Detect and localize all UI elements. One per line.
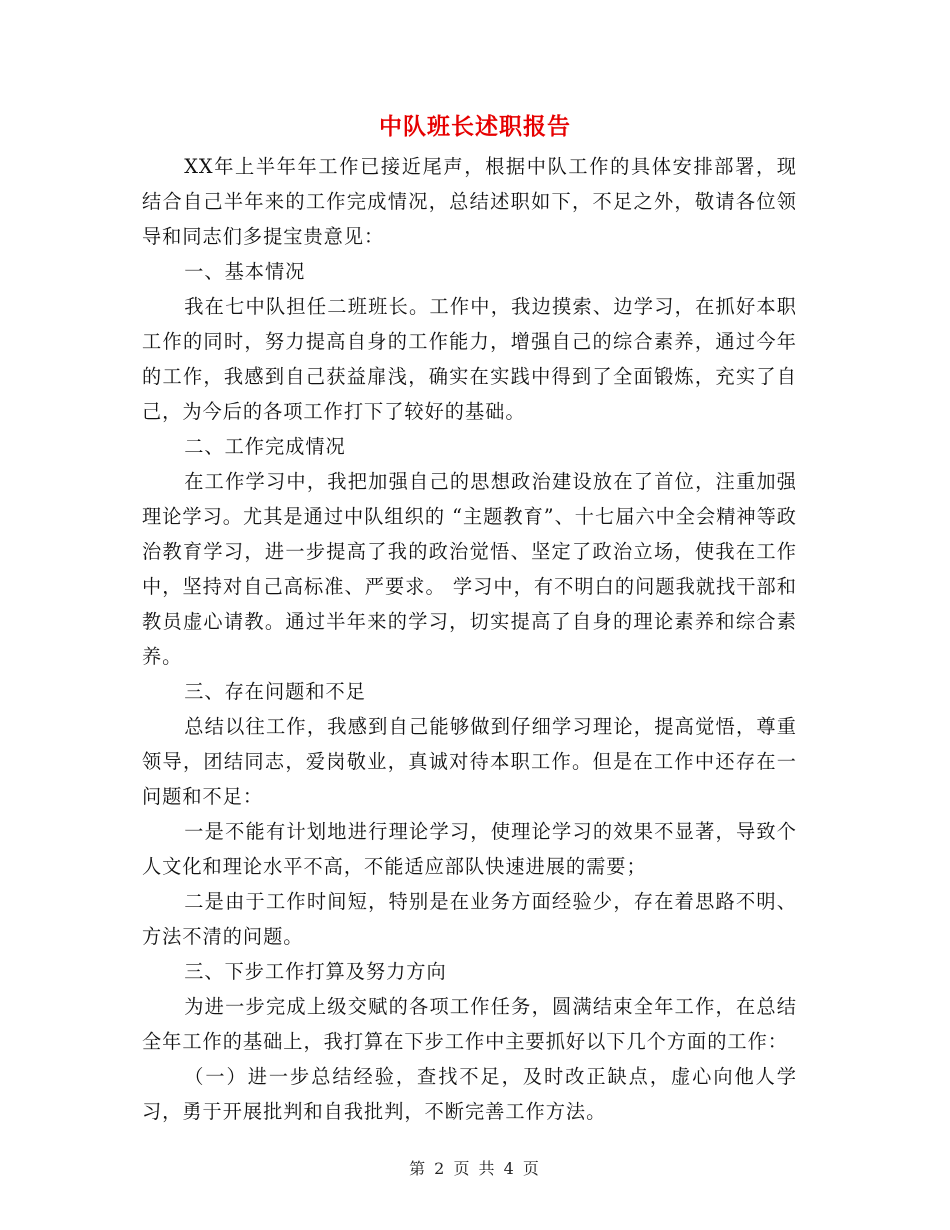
section-heading-next-steps: 三、下步工作打算及努力方向 <box>184 960 447 983</box>
intro-paragraph: XX年上半年年工作已接近尾声，根据中队工作的具体安排部署，现结合自己半年来的工作完成情况，总结述职如下，不足之外，敬请各位领导和同志们多提宝贵意见： <box>142 155 797 248</box>
problem-item-2: 二是由于工作时间短，特别是在业务方面经验少，存在着思路不明、方法不清的问题。 <box>142 890 797 948</box>
document-body <box>142 149 797 1129</box>
page-footer: 第 2 页 共 4 页 <box>409 1159 541 1178</box>
problems-paragraph: 总结以往工作，我感到自己能够做到仔细学习理论，提高觉悟，尊重领导，团结同志，爱岗敬业，真诚对待本职工作。但是在工作中还存在一问题和不足： <box>142 715 797 808</box>
document-title: 中队班长述职报告 <box>379 113 571 140</box>
section-heading-work-completion: 二、工作完成情况 <box>184 435 346 458</box>
problem-item-1: 一是不能有计划地进行理论学习，使理论学习的效果不显著，导致个人文化和理论水平不高，不能适应部队快速进展的需要； <box>142 820 797 878</box>
next-steps-paragraph: 为进一步完成上级交赋的各项工作任务，圆满结束全年工作，在总结全年工作的基础上，我打算在下步工作中主要抓好以下几个方面的工作： <box>142 995 797 1053</box>
basic-situation-paragraph: 我在七中队担任二班班长。工作中，我边摸索、边学习，在抓好本职工作的同时，努力提高自身的工作能力，增强自己的综合素养，通过今年的工作，我感到自己获益扉浅，确实在实践中得到了全面锻炼，充实了自己，为今后的各项工作打下了较好的基础。 <box>142 295 797 423</box>
work-completion-paragraph: 在工作学习中，我把加强自己的思想政治建设放在了首位，注重加强理论学习。尤其是通过中队组织的 “主题教育”、十七届六中全会精神等政治教育学习，进一步提高了我的政治觉悟、坚定了政治立场，使我在工作中，坚持对自己高标准、严要求。 学习中，有不明白的问题我就找干部和教员虚心请教。通过半年来的学习，切实提高了自身的理论素养和综合素养。 <box>142 470 797 668</box>
section-heading-problems: 三、存在问题和不足 <box>184 680 366 703</box>
section-heading-basic-situation: 一、基本情况 <box>184 260 306 283</box>
next-steps-item-1: （一）进一步总结经验，查找不足，及时改正缺点，虚心向他人学习，勇于开展批判和自我批判，不断完善工作方法。 <box>142 1065 797 1123</box>
